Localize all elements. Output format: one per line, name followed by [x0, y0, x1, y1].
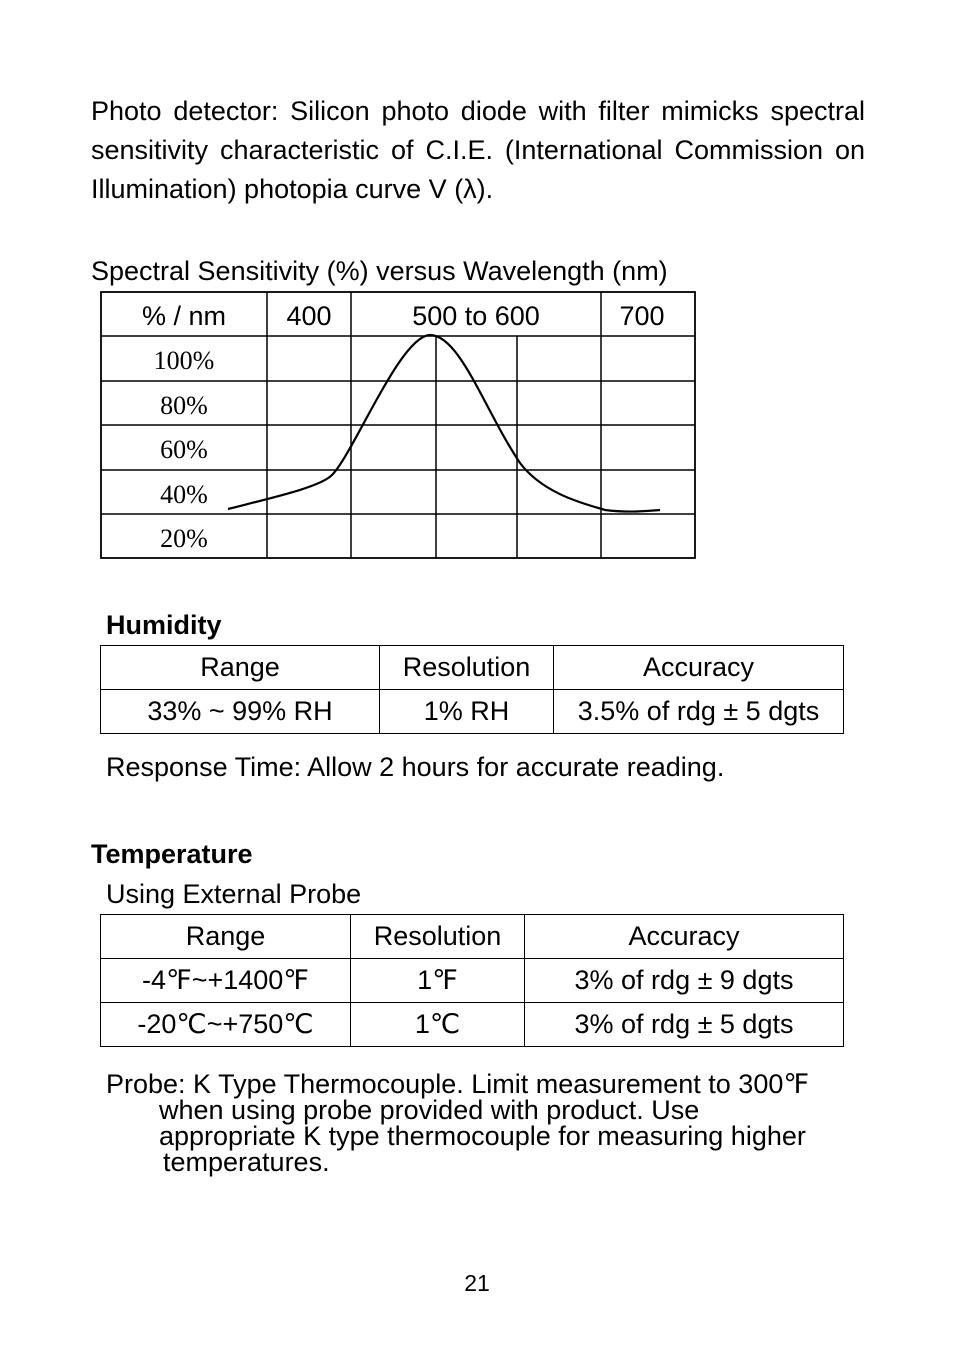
- header-label: % / nm: [141, 301, 227, 331]
- page-number: 21: [464, 1270, 490, 1296]
- response-time-note: Response Time: Allow 2 hours for accurate reading.: [106, 752, 725, 782]
- column-header: Accuracy: [554, 646, 844, 690]
- table-cell: 1℉: [351, 959, 525, 1003]
- row-label: 60%: [160, 435, 208, 464]
- chart-svg: [100, 291, 696, 559]
- table-cell: 3% of rdg ± 9 dgts: [525, 959, 844, 1003]
- temperature-subheading: Using External Probe: [106, 879, 362, 909]
- header-label: 400: [286, 301, 332, 331]
- table-cell: -4℉~+1400℉: [101, 959, 351, 1003]
- column-header: Resolution: [380, 646, 554, 690]
- row-label: 20%: [160, 524, 208, 553]
- intro-paragraph: Photo detector: Silicon photo diode with filter mimicks spectral sensitivity characteristic of C.I.E. (International Commission on Illumination) photopia curve V (λ).: [91, 96, 865, 204]
- spectral-sensitivity-chart: [100, 291, 696, 559]
- column-header: Range: [101, 915, 351, 959]
- temperature-heading: Temperature: [91, 839, 253, 869]
- humidity-heading: Humidity: [106, 610, 222, 640]
- table-row: [101, 690, 844, 734]
- row-label: 100%: [153, 346, 215, 375]
- probe-note-line: when using probe provided with product. Use: [159, 1095, 700, 1125]
- table-header-row: [101, 646, 844, 690]
- temperature-table: [100, 914, 844, 1047]
- table-cell: 3% of rdg ± 5 dgts: [525, 1003, 844, 1047]
- table-row: [101, 959, 844, 1003]
- table-cell: 1℃: [351, 1003, 525, 1047]
- chart-title: Spectral Sensitivity (%) versus Wavelength (nm): [91, 256, 668, 286]
- row-label: 40%: [160, 480, 208, 509]
- table-row: [101, 1003, 844, 1047]
- column-header: Range: [101, 646, 380, 690]
- table-cell: 1% RH: [380, 690, 554, 734]
- table-cell: -20℃~+750℃: [101, 1003, 351, 1047]
- table-header-row: [101, 915, 844, 959]
- probe-note-line: temperatures.: [163, 1147, 330, 1177]
- column-header: Accuracy: [525, 915, 844, 959]
- header-label: 700: [619, 301, 665, 331]
- header-label: 500 to 600: [412, 301, 540, 331]
- probe-note: [106, 1071, 866, 1175]
- table-cell: 33% ~ 99% RH: [101, 690, 380, 734]
- humidity-table: [100, 645, 844, 734]
- row-label: 80%: [160, 391, 208, 420]
- probe-note-line: appropriate K type thermocouple for measuring higher: [159, 1121, 806, 1151]
- table-cell: 3.5% of rdg ± 5 dgts: [554, 690, 844, 734]
- column-header: Resolution: [351, 915, 525, 959]
- probe-note-line: Probe: K Type Thermocouple. Limit measurement to 300℉: [106, 1069, 810, 1099]
- sensitivity-curve: [228, 335, 660, 512]
